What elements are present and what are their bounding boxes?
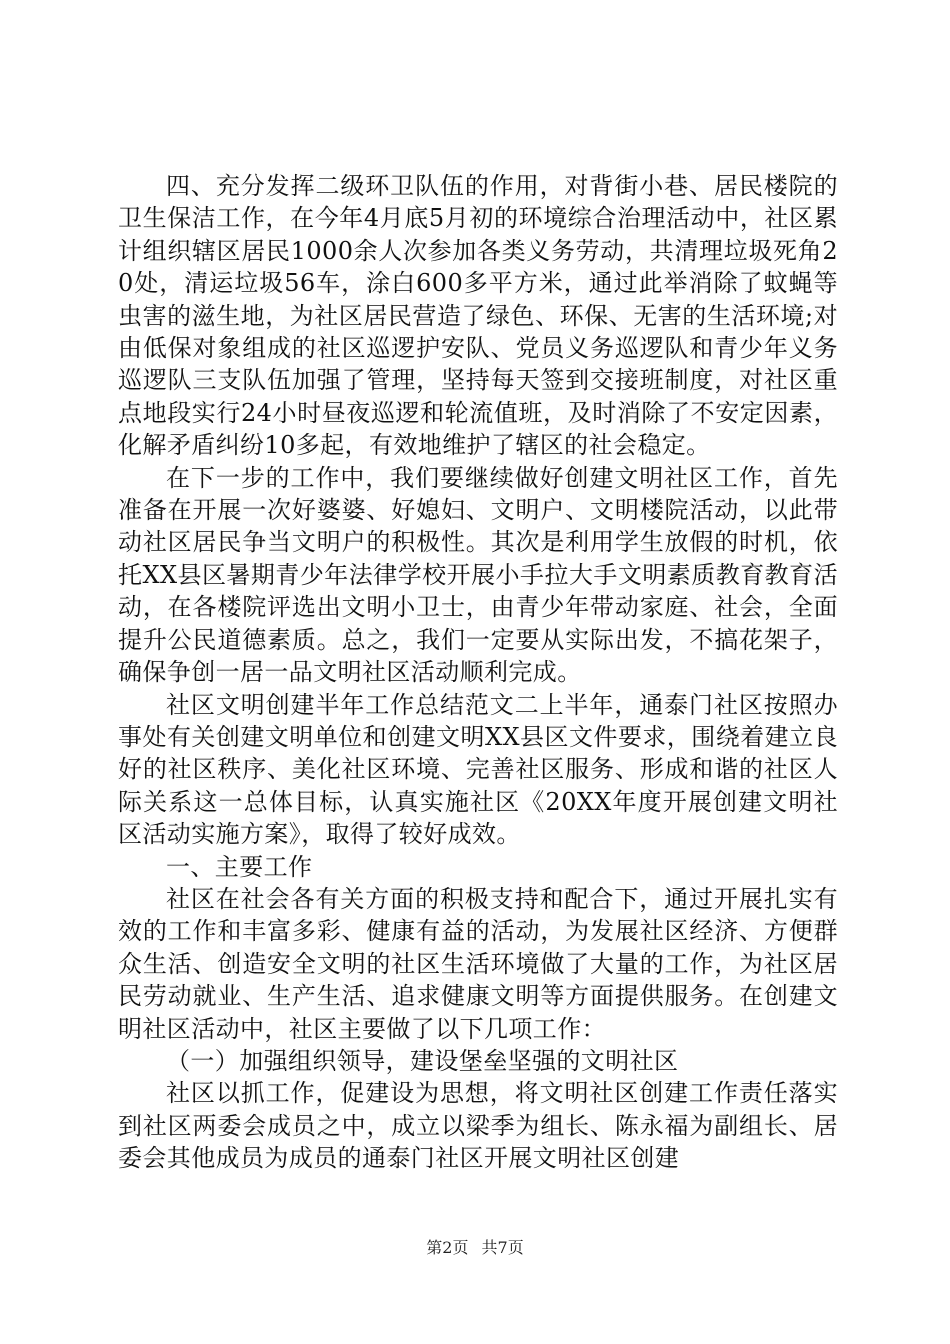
page-number: 第2页 [426, 1238, 469, 1257]
document-body [118, 170, 838, 1175]
section-heading-main-work: 一、主要工作 [166, 852, 313, 881]
page-total: 共7页 [481, 1238, 524, 1257]
paragraph-summary-two-intro: 社区文明创建半年工作总结范文二上半年，通泰门社区按照办事处有关创建文明单位和创建文明XX县区文件要求，围绕着建立良好的社区秩序、美化社区环境、完善社区服务、形成和谐的社区人际关系这一总体目标，认真实施社区《20XX年度开展创建文明社区活动实施方案》，取得了较好成效。 [118, 690, 838, 849]
paragraph-next-steps: 在下一步的工作中，我们要继续做好创建文明社区工作，首先准备在开展一次好婆婆、好媳妇、文明户、文明楼院活动，以此带动社区居民争当文明户的积极性。其次是利用学生放假的时机，依托XX县区暑期青少年法律学校开展小手拉大手文明素质教育教育活动，在各楼院评选出文明小卫士，由青少年带动家庭、社会，全面提升公民道德素质。总之，我们一定要从实际出发，不搞花架子，确保争创一居一品文明社区活动顺利完成。 [118, 463, 838, 687]
page-footer [0, 1238, 950, 1258]
paragraph-sanitation-teams: 四、充分发挥二级环卫队伍的作用，对背街小巷、居民楼院的卫生保洁工作，在今年4月底5月初的环境综合治理活动中，社区累计组织辖区居民1000余人次参加各类义务劳动，共清理垃圾死角20处，清运垃圾56车，涂白600多平方米，通过此举消除了蚊蝇等虫害的滋生地，为社区居民营造了绿色、环保、无害的生活环境;对由低保对象组成的社区巡逻护安队、党员义务巡逻队和青少年义务巡逻队三支队伍加强了管理，坚持每天签到交接班制度，对社区重点地段实行24小时昼夜巡逻和轮流值班，及时消除了不安定因素，化解矛盾纠纷10多起，有效地维护了辖区的社会稳定。 [118, 172, 838, 460]
subheading-organization-leadership: （一）加强组织领导，建设堡垒坚强的文明社区 [166, 1046, 679, 1075]
paragraph-main-work: 社区在社会各有关方面的积极支持和配合下，通过开展扎实有效的工作和丰富多彩、健康有益的活动，为发展社区经济、方便群众生活、创造安全文明的社区生活环境做了大量的工作，为社区居民劳动就业、生产生活、追求健康文明等方面提供服务。在创建文明社区活动中，社区主要做了以下几项工作： [118, 884, 838, 1043]
paragraph-responsibility: 社区以抓工作，促建设为思想，将文明社区创建工作责任落实到社区两委会成员之中，成立以梁季为组长、陈永福为副组长、居委会其他成员为成员的通泰门社区开展文明社区创建 [118, 1079, 838, 1173]
